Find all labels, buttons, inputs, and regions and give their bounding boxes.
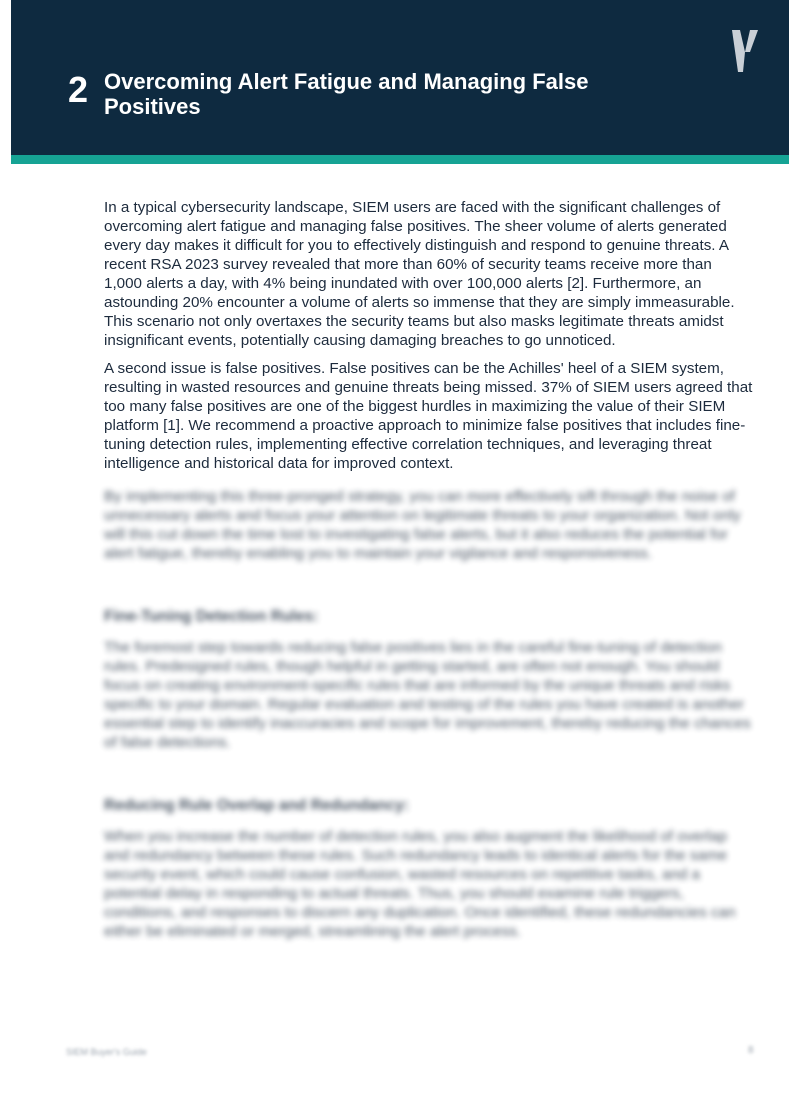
subheading-fine-tuning: Fine-Tuning Detection Rules: [104, 608, 319, 625]
paragraph-false-positives: A second issue is false positives. False positives can be the Achilles' heel of a SIEM system, resulting in wasted resources and genuine threats being missed. 37% of SIEM users agreed that too many false positives are one of the biggest hurdles in maximizing the value of their SIEM platform [1]. We recommend a proactive approach to minimize false positives that includes fine-tuning detection rules, implementing effective correlation techniques, and leveraging threat intelligence and historical data for improved context. [104, 360, 753, 472]
main-content [104, 198, 754, 950]
footer-page-number: 8 [748, 1045, 754, 1056]
paragraph-intro: In a typical cybersecurity landscape, SIEM users are faced with the significant challenges of overcoming alert fatigue and managing false positives. The sheer volume of alerts generated every day makes it difficult for you to effectively distinguish and respond to genuine threats. A recent RSA 2023 survey revealed that more than 60% of security teams receive more than 1,000 alerts a day, with 4% being inundated with over 100,000 alerts [2]. Furthermore, an astounding 20% encounter a volume of alerts so immense that they are simply immeasurable. This scenario not only overtaxes the security teams but also masks legitimate threats amidst insignificant events, potentially causing damaging breaches to go unnoticed. [104, 199, 735, 349]
section-title: Overcoming Alert Fatigue and Managing False Positives [104, 69, 589, 119]
paragraph-fine-tuning: The foremost step towards reducing false positives lies in the careful fine-tuning of detection rules. Predesigned rules, though helpful in getting started, are often not enough. You should focus on creating environment-specific rules that are informed by the unique threats and risks specific to your domain. Regular evaluation and testing of the rules you have created is another essential step to identify inaccuracies and scope for improvement, thereby reducing the chances of false detections. [104, 639, 751, 751]
footer-document-label: SIEM Buyer's Guide [66, 1047, 147, 1057]
paragraph-rule-overlap: When you increase the number of detection rules, you also augment the likelihood of overlap and redundancy between these rules. Such redundancy leads to identical alerts for the same security event, which could cause confusion, wasted resources on repetitive tasks, and a potential delay in responding to actual threats. Thus, you should examine rule triggers, conditions, and responses to discern any duplication. Once identified, these redundancies can either be eliminated or merged, streamlining the alert process. [104, 828, 736, 940]
header-accent-stripe [11, 155, 789, 164]
section-number: 2 [68, 69, 89, 110]
v-logo-icon [728, 30, 762, 72]
subheading-rule-overlap: Reducing Rule Overlap and Redundancy: [104, 797, 409, 814]
paragraph-strategy: By implementing this three-pronged strategy, you can more effectively sift through the noise of unnecessary alerts and focus your attention on legitimate threats to your organization. Not only will this cut down the time lost to investigating false alerts, but it also reduces the potential for alert fatigue, thereby enabling you to maintain your vigilance and responsiveness. [104, 488, 741, 562]
